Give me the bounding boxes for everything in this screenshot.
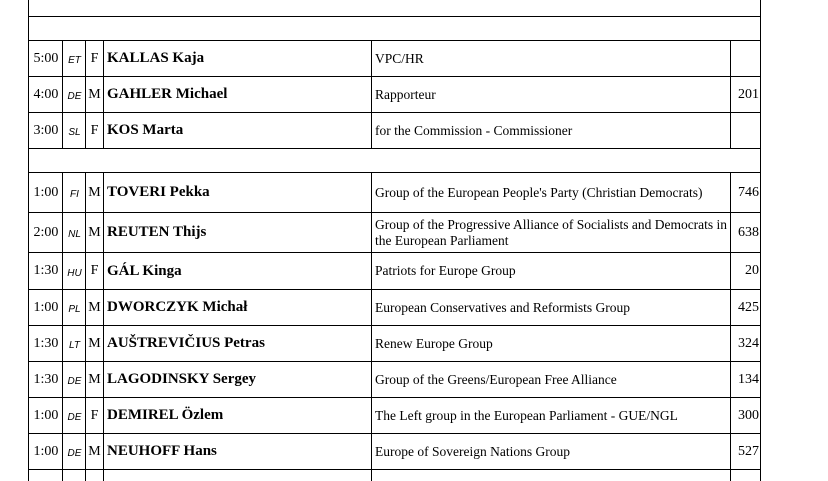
gender: M <box>88 299 101 315</box>
language-code: PL <box>68 304 81 315</box>
speaker-name: DWORCZYK Michał <box>107 299 248 315</box>
speaker-name: NEUHOFF Hans <box>107 443 217 459</box>
table-border-right <box>760 0 761 481</box>
language-code: NL <box>68 229 81 240</box>
speaking-time: 1:30 <box>33 335 59 351</box>
column-divider <box>371 172 372 481</box>
speaking-time: 1:00 <box>33 184 59 200</box>
seat-number: 638 <box>738 224 759 240</box>
speaker-role: Renew Europe Group <box>375 335 493 351</box>
speaker-name: KALLAS Kaja <box>107 50 205 66</box>
speaker-name: REUTEN Thijs <box>107 224 207 240</box>
speaker-role: Group of the Greens/European Free Alliance <box>375 371 617 387</box>
gender: F <box>90 50 99 66</box>
speaking-time: 1:00 <box>33 443 59 459</box>
speaker-name: DEMIREL Özlem <box>107 407 224 423</box>
speaker-role: Rapporteur <box>375 86 436 102</box>
language-code: ET <box>68 55 81 66</box>
language-code: DE <box>67 448 82 459</box>
language-code: LT <box>69 340 80 351</box>
speaker-role: VPC/HR <box>375 50 424 66</box>
speaker-role: Europe of Sovereign Nations Group <box>375 443 570 459</box>
row-divider <box>28 469 761 470</box>
speaker-name: KOS Marta <box>107 122 184 138</box>
column-divider <box>103 172 104 481</box>
speaking-time: 1:00 <box>33 407 59 423</box>
gender: M <box>88 335 101 351</box>
speaker-role: Patriots for Europe Group <box>375 263 516 278</box>
speaking-time: 1:00 <box>33 299 59 315</box>
language-code: DE <box>67 91 82 102</box>
language-code: DE <box>67 412 82 423</box>
speaking-time: 5:00 <box>33 50 59 66</box>
gender: M <box>88 371 101 387</box>
speaking-time: 1:30 <box>33 263 59 278</box>
row-divider <box>28 148 761 149</box>
seat-number: 201 <box>738 86 759 102</box>
row-divider <box>28 16 761 17</box>
speaker-name: LAGODINSKY Sergey <box>107 371 257 387</box>
table-border-left <box>28 0 29 481</box>
speaker-role: The Left group in the European Parliament - GUE/NGL <box>375 407 678 423</box>
language-code: SL <box>68 127 81 138</box>
speaker-name: GAHLER Michael <box>107 86 228 102</box>
seat-number: 324 <box>738 335 759 351</box>
speaking-time: 4:00 <box>33 86 59 102</box>
speaking-time: 3:00 <box>33 122 59 138</box>
language-code: DE <box>67 376 82 387</box>
seat-number: 134 <box>738 371 759 387</box>
seat-number: 746 <box>738 184 759 200</box>
speaker-name: TOVERI Pekka <box>107 184 210 200</box>
speaking-time: 1:30 <box>33 371 59 387</box>
column-divider <box>103 40 104 148</box>
gender: M <box>88 224 101 240</box>
speaker-role: Group of the European People's Party (Christian Democrats) <box>375 184 703 200</box>
language-code: HU <box>67 267 82 279</box>
column-divider <box>62 172 63 481</box>
seat-number: 425 <box>738 299 759 315</box>
column-divider <box>371 40 372 148</box>
column-divider <box>62 40 63 148</box>
language-code: FI <box>70 189 79 200</box>
seat-number <box>731 113 759 148</box>
speaker-role: Group of the Progressive Alliance of Socialists and Democrats in the European Parliament <box>375 216 728 248</box>
speaker-role: for the Commission - Commissioner <box>375 122 573 138</box>
gender: M <box>88 184 101 200</box>
gender: F <box>90 263 99 278</box>
gender: M <box>88 443 101 459</box>
gender: F <box>90 122 99 138</box>
gender: F <box>90 407 99 423</box>
seat-number: 527 <box>738 443 759 459</box>
seat-number <box>731 41 759 76</box>
speaker-name: GÁL Kinga <box>107 262 182 279</box>
speaker-name: AUŠTREVIČIUS Petras <box>107 335 265 351</box>
gender: M <box>88 86 101 102</box>
seat-number: 300 <box>738 407 759 423</box>
seat-number: 20 <box>745 263 759 278</box>
speaking-time: 2:00 <box>33 224 59 240</box>
speaker-role: European Conservatives and Reformists Group <box>375 299 630 315</box>
